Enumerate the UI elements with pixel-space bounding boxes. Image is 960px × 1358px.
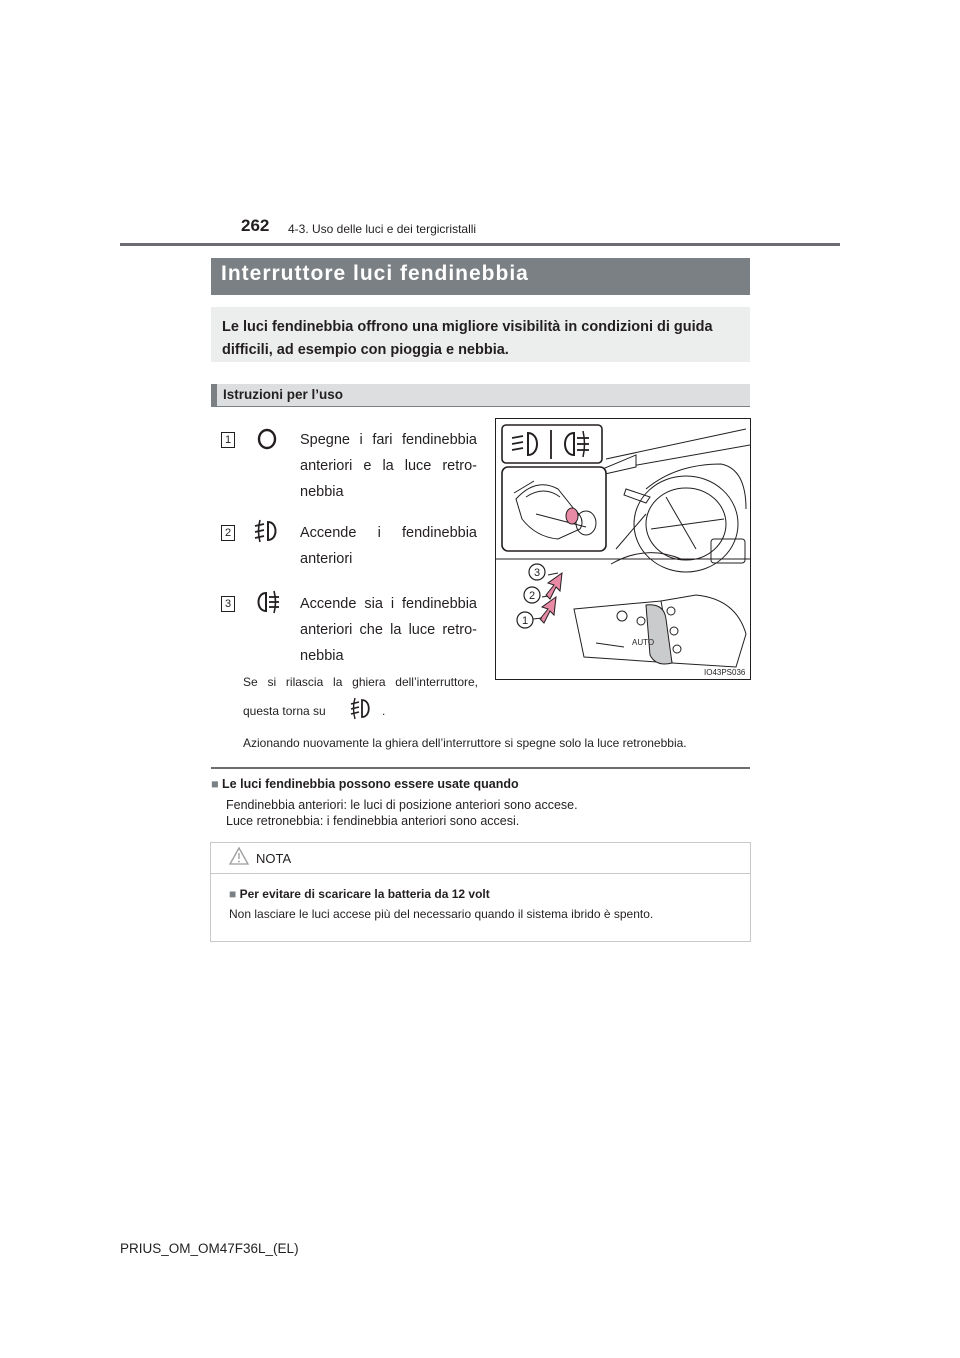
step-2-text: Accende i fendinebbia anteriori: [300, 525, 477, 567]
hand-callout: [502, 467, 606, 551]
intro-text: Le luci fendinebbia offrono una migliore visibilità in condizioni di guida difficili, ad esempio con pioggia e nebbia.: [222, 319, 713, 358]
release-note-end: .: [382, 704, 386, 718]
rotation-arrows: [540, 573, 562, 623]
square-bullet-icon: ■: [229, 887, 237, 901]
title-bar: [211, 258, 750, 295]
section-divider: [211, 767, 750, 769]
document-footer: PRIUS_OM_OM47F36L_(EL): [120, 1241, 299, 1256]
warning-triangle-icon: [228, 846, 250, 866]
usage-note-heading-text: Le luci fendinebbia possono essere usate quando: [222, 777, 519, 791]
again-note: Azionando nuovamente la ghiera dell’interruttore si spegne solo la luce retronebbia.: [243, 736, 687, 750]
usage-note-line-1: Fendinebbia anteriori: le luci di posizione anteriori sono accese.: [226, 798, 578, 812]
subsection-accent: [211, 384, 217, 406]
release-note-line1: Se si rilascia la ghiera dell’interruttore,: [243, 675, 478, 689]
step-2-number: 2: [221, 525, 235, 541]
subsection-title: Istruzioni per l’uso: [223, 387, 344, 402]
fog-switch-stalk: [574, 595, 746, 667]
nota-body: Non lasciare le luci accese più del necessario quando il sistema ibrido è spento.: [229, 907, 654, 921]
release-note-line2: questa torna su: [243, 704, 326, 718]
nota-heading-text: Per evitare di scaricare la batteria da 12 volt: [239, 887, 490, 901]
header-rule: [120, 243, 840, 246]
usage-note-line-2: Luce retronebbia: i fendinebbia anteriori sono accesi.: [226, 814, 520, 828]
nota-header: [211, 843, 750, 874]
fog-light-off-icon: [256, 427, 278, 451]
auto-label: AUTO: [632, 638, 655, 647]
intro-box: [211, 307, 750, 362]
figure-code: IO43PS036: [704, 668, 746, 677]
front-fog-light-inline-icon: [348, 697, 374, 721]
step-1-text: Spegne i fari fendinebbia anteriori e la luce retro-nebbia: [300, 432, 477, 500]
subsection-bar: [211, 384, 750, 407]
usage-note-body: [226, 797, 578, 829]
section-breadcrumb: 4-3. Uso delle luci e dei tergicristalli: [288, 222, 477, 236]
figure-label-2: 2: [528, 590, 536, 602]
rear-fog-light-icon: [252, 589, 282, 615]
fog-switch-illustration: [495, 418, 751, 680]
figure-label-3: 3: [533, 567, 541, 579]
page-title: Interruttore luci fendinebbia: [221, 262, 529, 285]
dashboard-drawing: [606, 429, 750, 572]
square-bullet-icon: ■: [211, 777, 219, 791]
figure-label-1: 1: [521, 615, 529, 627]
usage-note-heading: [211, 777, 519, 791]
nota-heading: [229, 887, 490, 901]
front-fog-light-icon: [252, 518, 282, 544]
page-number: 262: [241, 216, 270, 235]
step-3-text: Accende sia i fendinebbia anteriori che la luce retro-nebbia: [300, 596, 477, 664]
step-1-number: 1: [221, 432, 235, 448]
nota-title: NOTA: [256, 851, 292, 866]
step-3-number: 3: [221, 596, 235, 612]
